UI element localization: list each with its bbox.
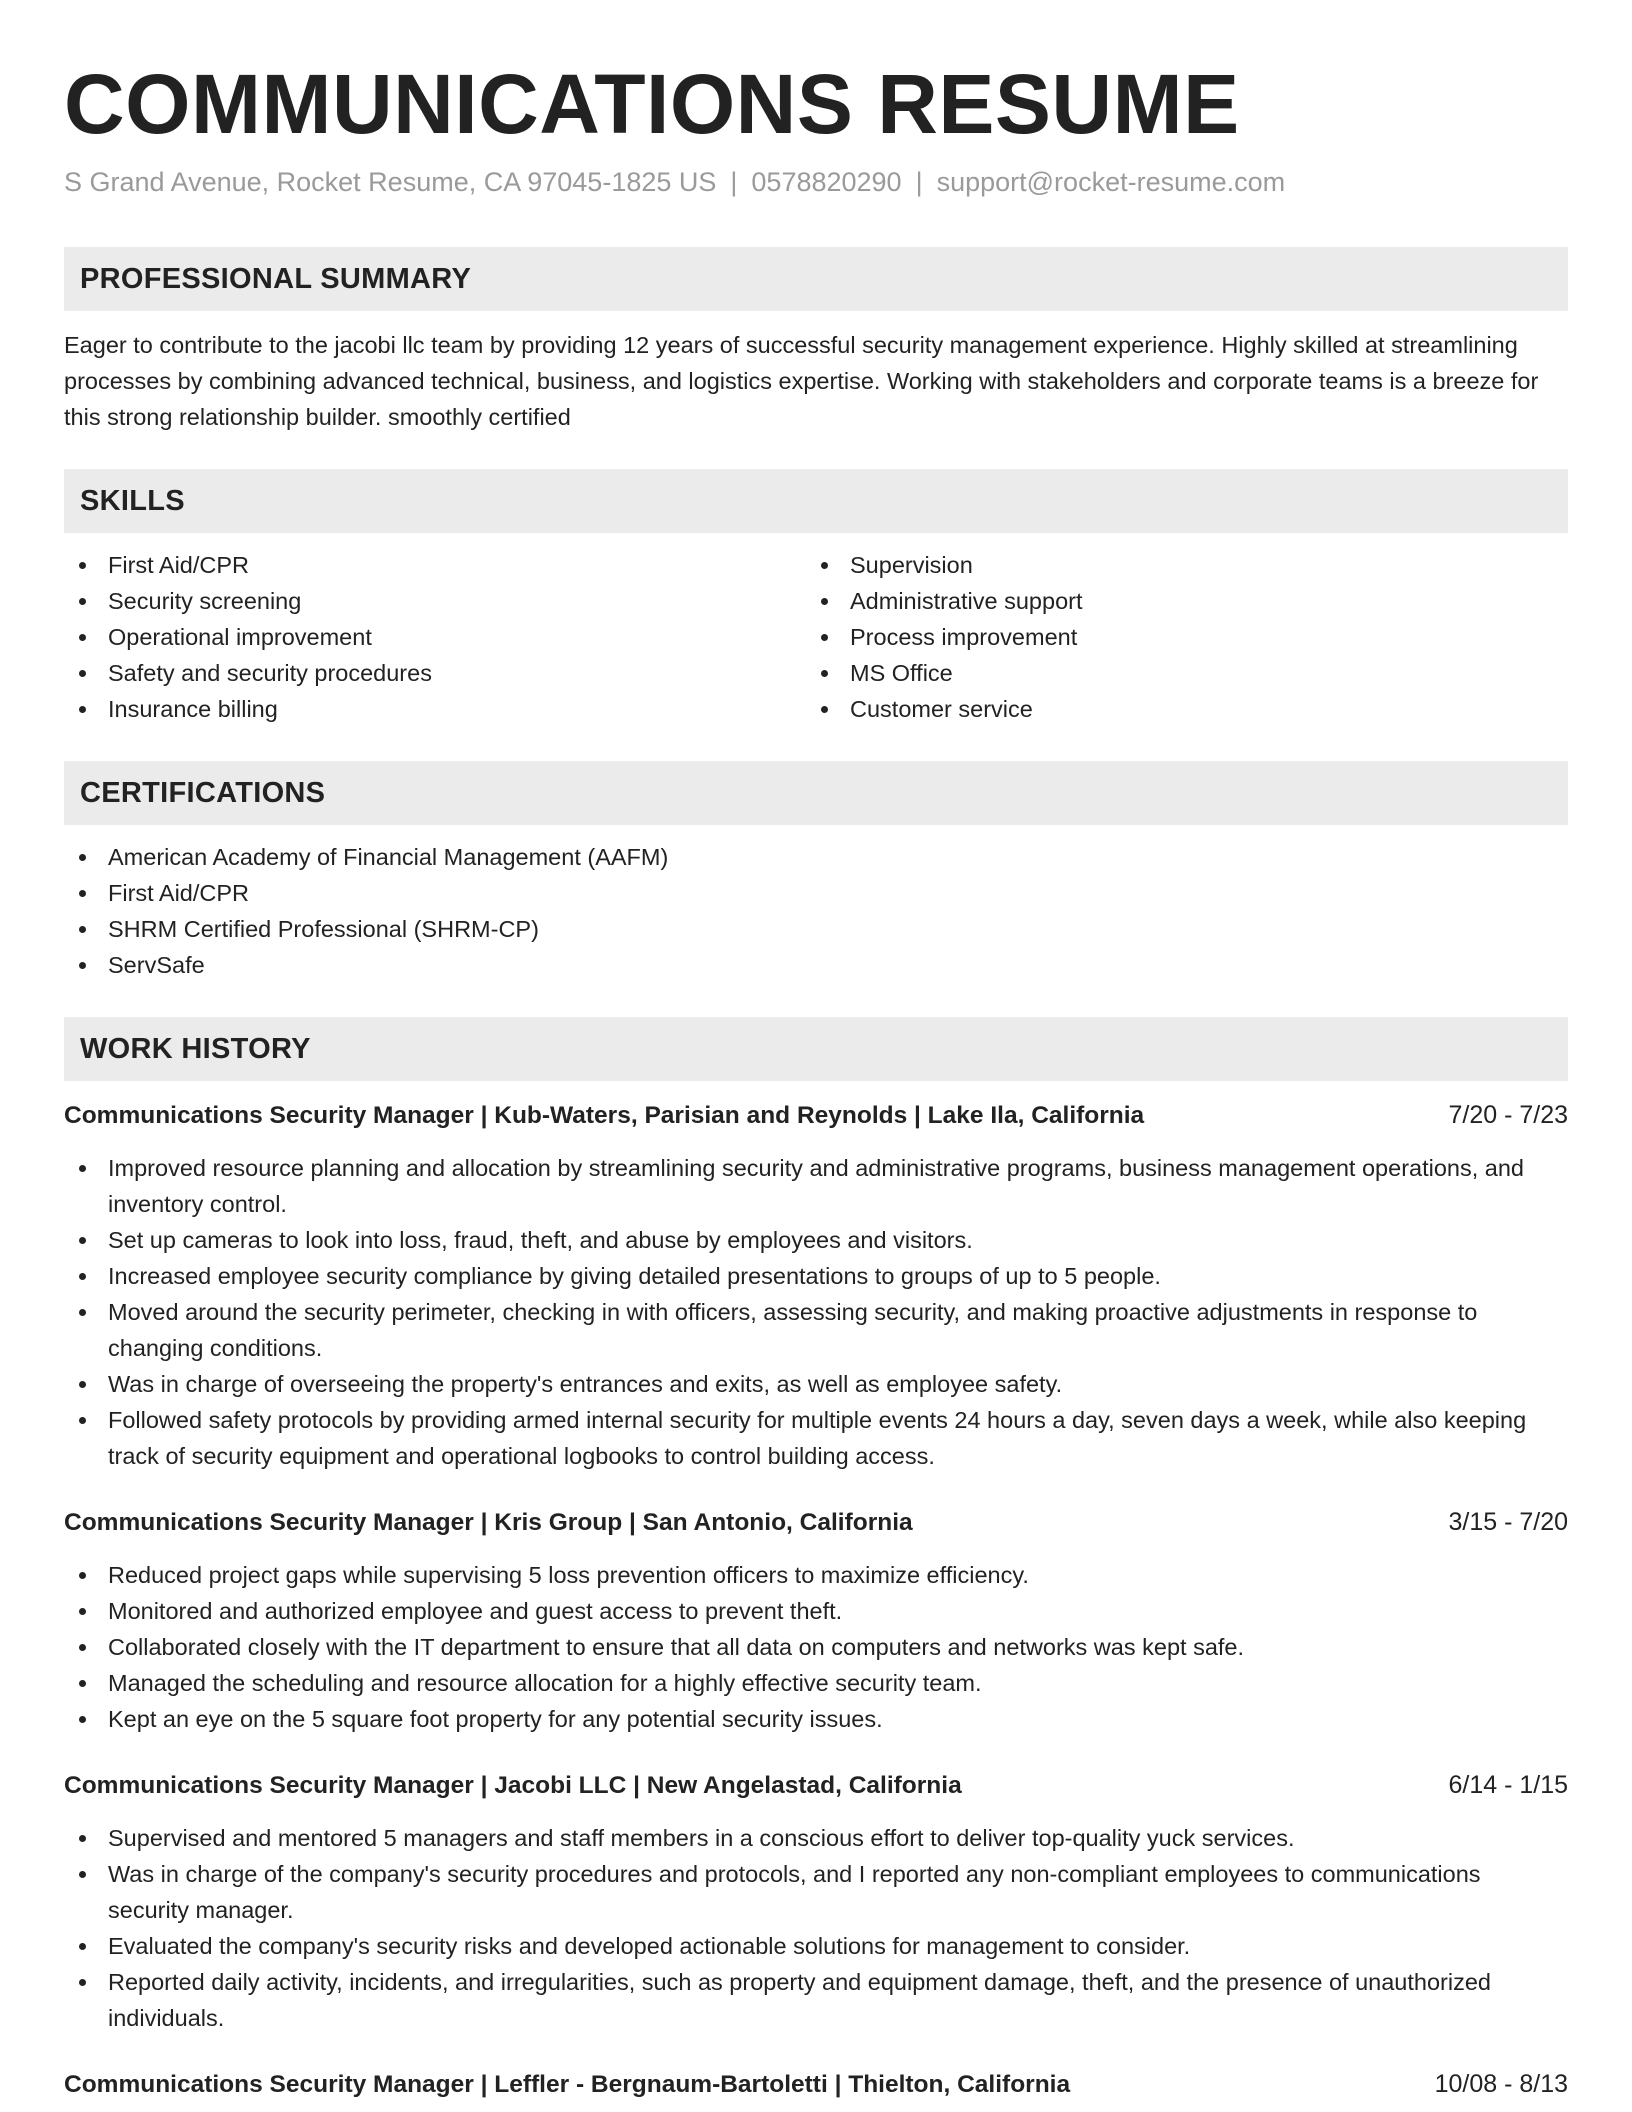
certification-item: ServSafe	[64, 947, 1568, 983]
job-bullet: Reduced project gaps while supervising 5 loss prevention officers to maximize efficiency.	[64, 1557, 1568, 1593]
job-dates: 10/08 - 8/13	[1434, 2070, 1568, 2098]
resume-title: COMMUNICATIONS RESUME	[64, 57, 1240, 151]
skill-item: Supervision	[806, 547, 1548, 583]
job-bullet: Was in charge of the company's security procedures and protocols, and I reported any non-compliant employees to communications security manager.	[64, 1856, 1568, 1928]
skill-item: Administrative support	[806, 583, 1548, 619]
job-bullet: Reported daily activity, incidents, and irregularities, such as property and equipment damage, theft, and the presence of unauthorized individuals.	[64, 1964, 1568, 2036]
job-header	[64, 2066, 1568, 2103]
skill-item: First Aid/CPR	[64, 547, 806, 583]
certifications-list	[64, 839, 1568, 983]
job-bullet: Set up cameras to look into loss, fraud, theft, and abuse by employees and visitors.	[64, 1222, 1568, 1258]
contact-phone: 0578820290	[751, 167, 902, 197]
job-dates: 6/14 - 1/15	[1448, 1771, 1568, 1799]
contact-address: S Grand Avenue, Rocket Resume, CA 97045-1825 US	[64, 167, 717, 197]
job-title: Communications Security Manager | Kub-Waters, Parisian and Reynolds | Lake Ila, California	[64, 1102, 1145, 1129]
job-bullet: Kept an eye on the 5 square foot property for any potential security issues.	[64, 1701, 1568, 1737]
certification-item: SHRM Certified Professional (SHRM-CP)	[64, 911, 1568, 947]
skill-item: Customer service	[806, 691, 1548, 727]
contact-email[interactable]: support@rocket-resume.com	[936, 167, 1286, 197]
job-bullet: Evaluated the company's security risks and developed actionable solutions for management to consider.	[64, 1928, 1568, 1964]
job-entry	[64, 1767, 1568, 2036]
job-entry	[64, 2066, 1568, 2103]
section-heading-skills: SKILLS	[64, 469, 1568, 533]
skill-item: MS Office	[806, 655, 1548, 691]
section-heading-work-history: WORK HISTORY	[64, 1017, 1568, 1081]
contact-separator: |	[915, 167, 923, 197]
job-header	[64, 1097, 1568, 1134]
job-bullet: Was in charge of overseeing the property's entrances and exits, as well as employee safety.	[64, 1366, 1568, 1402]
job-bullets	[64, 1557, 1568, 1737]
skills-columns	[64, 547, 1568, 727]
job-bullet: Moved around the security perimeter, checking in with officers, assessing security, and making proactive adjustments in response to changing conditions.	[64, 1294, 1568, 1366]
skills-left-list	[64, 547, 806, 727]
skills-right-list	[806, 547, 1548, 727]
job-bullet: Supervised and mentored 5 managers and staff members in a conscious effort to deliver top-quality yuck services.	[64, 1820, 1568, 1856]
skill-item: Insurance billing	[64, 691, 806, 727]
job-title: Communications Security Manager | Kris Group | San Antonio, California	[64, 1509, 913, 1536]
job-bullet: Managed the scheduling and resource allocation for a highly effective security team.	[64, 1665, 1568, 1701]
job-title: Communications Security Manager | Leffler - Bergnaum-Bartoletti | Thielton, California	[64, 2071, 1071, 2098]
job-bullets	[64, 1150, 1568, 1474]
job-entry	[64, 1504, 1568, 1737]
job-header	[64, 1767, 1568, 1804]
section-heading-certifications: CERTIFICATIONS	[64, 761, 1568, 825]
skill-item: Security screening	[64, 583, 806, 619]
job-bullet: Increased employee security compliance by giving detailed presentations to groups of up to 5 people.	[64, 1258, 1568, 1294]
certification-item: First Aid/CPR	[64, 875, 1568, 911]
section-heading-summary: PROFESSIONAL SUMMARY	[64, 247, 1568, 311]
job-bullets	[64, 1820, 1568, 2036]
job-title: Communications Security Manager | Jacobi LLC | New Angelastad, California	[64, 1772, 962, 1799]
job-dates: 3/15 - 7/20	[1448, 1508, 1568, 1536]
summary-text: Eager to contribute to the jacobi llc team by providing 12 years of successful security management experience. Highly skilled at streamlining processes by combining advanced technical, business, and logistics expertise. Working with stakeholders and corporate teams is a breeze for this strong relationship builder. smoothly certified	[64, 332, 1539, 430]
contact-separator: |	[730, 167, 738, 197]
job-bullet: Improved resource planning and allocation by streamlining security and administrative programs, business management operations, and inventory control.	[64, 1150, 1568, 1222]
job-bullet: Followed safety protocols by providing armed internal security for multiple events 24 hours a day, seven days a week, while also keeping track of security equipment and operational logbooks to control building access.	[64, 1402, 1568, 1474]
job-dates: 7/20 - 7/23	[1448, 1101, 1568, 1129]
job-header	[64, 1504, 1568, 1541]
skill-item: Safety and security procedures	[64, 655, 806, 691]
job-bullet: Monitored and authorized employee and guest access to prevent theft.	[64, 1593, 1568, 1629]
job-entry	[64, 1097, 1568, 1474]
job-bullet: Collaborated closely with the IT department to ensure that all data on computers and networks was kept safe.	[64, 1629, 1568, 1665]
certification-item: American Academy of Financial Management (AAFM)	[64, 839, 1568, 875]
contact-line	[64, 165, 1568, 199]
skill-item: Process improvement	[806, 619, 1548, 655]
skill-item: Operational improvement	[64, 619, 806, 655]
